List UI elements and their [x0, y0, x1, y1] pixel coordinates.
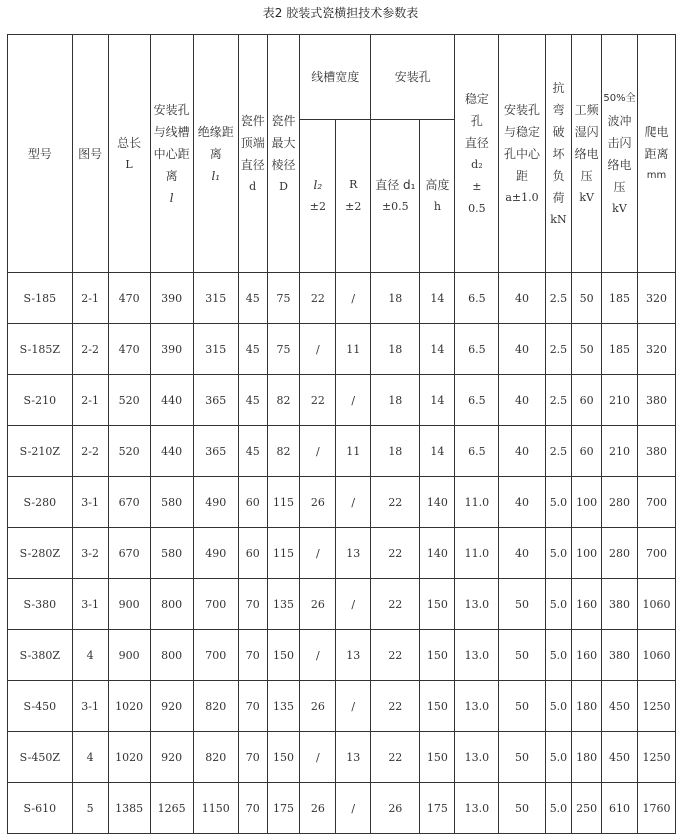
cell-top-diameter: 60 [238, 477, 267, 528]
cell-creepage: 380 [637, 426, 675, 477]
header-hole-height-line-1: 高度 [425, 178, 450, 192]
cell-length: 520 [108, 375, 150, 426]
header-stab-dist-line-1: 安装孔 [504, 102, 541, 117]
table-body [8, 273, 676, 834]
header-model: 型号 [8, 35, 73, 273]
cell-model: S-450Z [8, 732, 73, 783]
cell-length: 520 [108, 426, 150, 477]
cell-wet-flashover: 50 [572, 324, 602, 375]
cell-hole-diameter: 18 [371, 273, 420, 324]
cell-max-diameter: 82 [267, 375, 300, 426]
header-stab-hole-line-1: 稳定 [464, 91, 489, 106]
cell-stabilizing-distance: 40 [499, 273, 545, 324]
cell-hole-height: 14 [420, 426, 455, 477]
cell-groove-r: 13 [336, 732, 371, 783]
header-bend-line-3: 负荷 [552, 168, 565, 205]
cell-creepage: 1250 [637, 732, 675, 783]
header-insulation-distance [193, 35, 238, 273]
cell-groove-r: / [336, 579, 371, 630]
cell-length: 900 [108, 630, 150, 681]
cell-figure: 3-1 [72, 477, 108, 528]
cell-hole-diameter: 26 [371, 783, 420, 834]
cell-length: 900 [108, 579, 150, 630]
header-length [108, 35, 150, 273]
cell-impulse-flashover: 380 [602, 579, 638, 630]
cell-bending-load: 5.0 [545, 528, 572, 579]
header-stab-dist-line-5: a±1.0 [505, 190, 539, 204]
header-max-diameter-line-4: D [279, 179, 288, 193]
header-hole-groove-line-3: 中心距 [153, 146, 190, 161]
cell-hole-diameter: 22 [371, 681, 420, 732]
cell-hole-diameter: 22 [371, 477, 420, 528]
cell-max-diameter: 150 [267, 732, 300, 783]
cell-hole-height: 14 [420, 375, 455, 426]
header-hole-height-line-2: h [433, 200, 441, 213]
header-impulse-line-2: 波冲 [607, 113, 632, 128]
cell-groove-r: / [336, 477, 371, 528]
cell-hole-groove-distance: 800 [150, 630, 193, 681]
cell-hole-groove-distance: 390 [150, 324, 193, 375]
cell-creepage: 1060 [637, 630, 675, 681]
cell-figure: 5 [72, 783, 108, 834]
cell-insulation-distance: 365 [193, 375, 238, 426]
cell-hole-height: 150 [420, 579, 455, 630]
cell-insulation-distance: 820 [193, 732, 238, 783]
cell-wet-flashover: 160 [572, 630, 602, 681]
header-length-line-1: 总长 [117, 135, 142, 150]
cell-bending-load: 5.0 [545, 681, 572, 732]
header-impulse-flashover [602, 35, 638, 273]
cell-groove-l2: 26 [300, 783, 336, 834]
cell-wet-flashover: 60 [572, 426, 602, 477]
header-creepage-line-1: 爬电 [644, 124, 669, 139]
cell-hole-diameter: 18 [371, 324, 420, 375]
cell-creepage: 1760 [637, 783, 675, 834]
cell-bending-load: 2.5 [545, 426, 572, 477]
cell-hole-height: 150 [420, 630, 455, 681]
cell-wet-flashover: 180 [572, 732, 602, 783]
cell-model: S-210 [8, 375, 73, 426]
header-groove-r [336, 120, 371, 273]
cell-figure: 2-1 [72, 375, 108, 426]
cell-hole-diameter: 18 [371, 426, 420, 477]
cell-creepage: 320 [637, 324, 675, 375]
cell-groove-r: / [336, 273, 371, 324]
header-hole-groove-line-1: 安装孔 [153, 102, 190, 117]
cell-length: 470 [108, 273, 150, 324]
cell-max-diameter: 135 [267, 579, 300, 630]
cell-figure: 4 [72, 630, 108, 681]
cell-hole-groove-distance: 390 [150, 273, 193, 324]
header-length-line-2: L [125, 157, 133, 171]
cell-stabilizing-hole: 11.0 [455, 528, 499, 579]
cell-hole-diameter: 22 [371, 630, 420, 681]
cell-max-diameter: 115 [267, 477, 300, 528]
cell-hole-groove-distance: 580 [150, 477, 193, 528]
cell-creepage: 1060 [637, 579, 675, 630]
cell-bending-load: 2.5 [545, 375, 572, 426]
table-row [8, 273, 676, 324]
header-impulse-line-4: 络电 [607, 157, 632, 172]
cell-impulse-flashover: 610 [602, 783, 638, 834]
cell-groove-r: / [336, 375, 371, 426]
cell-impulse-flashover: 185 [602, 324, 638, 375]
header-creepage [637, 35, 675, 273]
table-caption: 表2 胶装式瓷横担技术参数表 [262, 6, 419, 20]
cell-groove-l2: / [300, 426, 336, 477]
cell-max-diameter: 75 [267, 273, 300, 324]
cell-insulation-distance: 1150 [193, 783, 238, 834]
cell-insulation-distance: 365 [193, 426, 238, 477]
cell-stabilizing-distance: 40 [499, 426, 545, 477]
cell-groove-r: 13 [336, 630, 371, 681]
cell-stabilizing-hole: 6.5 [455, 426, 499, 477]
cell-figure: 2-2 [72, 324, 108, 375]
cell-groove-r: 11 [336, 426, 371, 477]
cell-stabilizing-distance: 50 [499, 579, 545, 630]
cell-stabilizing-hole: 13.0 [455, 579, 499, 630]
header-wet-line-3: 络电 [574, 146, 599, 161]
table-row [8, 681, 676, 732]
cell-max-diameter: 150 [267, 630, 300, 681]
table-row [8, 579, 676, 630]
header-stab-hole-line-6: 0.5 [468, 201, 486, 215]
table-row [8, 477, 676, 528]
cell-insulation-distance: 700 [193, 579, 238, 630]
cell-creepage: 320 [637, 273, 675, 324]
header-wet-line-1: 工频 [574, 102, 599, 117]
cell-groove-r: / [336, 783, 371, 834]
cell-bending-load: 2.5 [545, 324, 572, 375]
header-impulse-line-6: kV [612, 201, 627, 215]
cell-creepage: 700 [637, 528, 675, 579]
cell-model: S-185 [8, 273, 73, 324]
header-stab-dist-line-4: 距 [516, 168, 529, 183]
cell-wet-flashover: 180 [572, 681, 602, 732]
cell-stabilizing-distance: 40 [499, 375, 545, 426]
header-stabilizing-distance [499, 35, 545, 273]
header-bend-line-4: kN [550, 212, 567, 226]
cell-bending-load: 5.0 [545, 732, 572, 783]
cell-hole-height: 14 [420, 273, 455, 324]
cell-hole-diameter: 22 [371, 579, 420, 630]
cell-bending-load: 2.5 [545, 273, 572, 324]
cell-top-diameter: 70 [238, 630, 267, 681]
cell-groove-l2: / [300, 630, 336, 681]
header-max-diameter-line-1: 瓷件 [271, 113, 296, 128]
cell-groove-l2: 26 [300, 477, 336, 528]
table-row [8, 630, 676, 681]
cell-stabilizing-hole: 13.0 [455, 783, 499, 834]
table-row [8, 783, 676, 834]
header-hole-groove-line-2: 与线槽 [153, 124, 190, 139]
cell-figure: 3-1 [72, 681, 108, 732]
cell-hole-height: 150 [420, 732, 455, 783]
header-hole-groove-line-5: l [169, 190, 174, 205]
cell-top-diameter: 45 [238, 426, 267, 477]
header-wet-line-4: 压 [580, 168, 593, 183]
cell-stabilizing-hole: 11.0 [455, 477, 499, 528]
header-wet-flashover [572, 35, 602, 273]
cell-top-diameter: 70 [238, 783, 267, 834]
header-max-diameter [267, 35, 300, 273]
header-stab-hole-line-4: d₂ [471, 157, 483, 171]
cell-length: 1385 [108, 783, 150, 834]
cell-impulse-flashover: 450 [602, 732, 638, 783]
cell-model: S-185Z [8, 324, 73, 375]
cell-length: 670 [108, 528, 150, 579]
header-groove-r-line-1: R [349, 178, 358, 191]
cell-length: 1020 [108, 681, 150, 732]
cell-creepage: 1250 [637, 681, 675, 732]
header-top-diameter-line-4: d [249, 179, 257, 193]
header-creepage-line-2: 距离 [644, 146, 669, 161]
header-stab-dist-line-3: 孔中心 [504, 146, 541, 161]
cell-impulse-flashover: 210 [602, 375, 638, 426]
header-groove-r-line-2: ±2 [345, 200, 362, 213]
header-top-diameter [238, 35, 267, 273]
cell-figure: 3-1 [72, 579, 108, 630]
cell-figure: 2-1 [72, 273, 108, 324]
cell-max-diameter: 75 [267, 324, 300, 375]
cell-model: S-380Z [8, 630, 73, 681]
header-mounting-hole: 安装孔 [371, 35, 455, 120]
cell-groove-l2: / [300, 528, 336, 579]
cell-max-diameter: 82 [267, 426, 300, 477]
cell-creepage: 700 [637, 477, 675, 528]
table-row [8, 732, 676, 783]
header-hole-groove-distance [150, 35, 193, 273]
cell-stabilizing-distance: 50 [499, 681, 545, 732]
header-max-diameter-line-3: 棱径 [271, 157, 296, 172]
cell-impulse-flashover: 450 [602, 681, 638, 732]
table-row [8, 324, 676, 375]
cell-groove-l2: 26 [300, 681, 336, 732]
cell-hole-groove-distance: 1265 [150, 783, 193, 834]
header-insulation-line-1: 绝缘距 [197, 124, 234, 139]
header-wet-line-5: kV [579, 190, 594, 204]
header-stab-hole-line-3: 直径 [464, 135, 489, 150]
cell-bending-load: 5.0 [545, 783, 572, 834]
header-stab-hole-line-5: ± [472, 179, 482, 193]
cell-length: 470 [108, 324, 150, 375]
cell-top-diameter: 45 [238, 324, 267, 375]
header-hole-diameter-line-1: 直径 d₁ [375, 178, 416, 192]
table-row [8, 528, 676, 579]
cell-impulse-flashover: 210 [602, 426, 638, 477]
cell-stabilizing-distance: 40 [499, 324, 545, 375]
cell-hole-height: 175 [420, 783, 455, 834]
cell-hole-height: 14 [420, 324, 455, 375]
header-insulation-line-3: l₁ [211, 168, 221, 183]
cell-figure: 4 [72, 732, 108, 783]
cell-stabilizing-distance: 40 [499, 528, 545, 579]
cell-groove-l2: 26 [300, 579, 336, 630]
cell-insulation-distance: 315 [193, 273, 238, 324]
table-row [8, 426, 676, 477]
cell-impulse-flashover: 185 [602, 273, 638, 324]
cell-top-diameter: 45 [238, 273, 267, 324]
header-wet-line-2: 湿闪 [574, 124, 599, 139]
cell-bending-load: 5.0 [545, 477, 572, 528]
header-top-diameter-line-2: 顶端 [240, 135, 265, 150]
header-bend-line-1: 抗弯 [552, 80, 565, 117]
cell-max-diameter: 135 [267, 681, 300, 732]
header-groove-l2 [300, 120, 336, 273]
cell-wet-flashover: 60 [572, 375, 602, 426]
header-stabilizing-hole [455, 35, 499, 273]
header-impulse-line-1: 50%全 [603, 92, 636, 104]
cell-stabilizing-hole: 13.0 [455, 732, 499, 783]
table-row [8, 375, 676, 426]
header-bending-load [545, 35, 572, 273]
cell-insulation-distance: 490 [193, 477, 238, 528]
header-hole-diameter [371, 120, 420, 273]
cell-stabilizing-hole: 6.5 [455, 324, 499, 375]
parameter-table [7, 34, 676, 834]
cell-groove-r: / [336, 681, 371, 732]
cell-model: S-280 [8, 477, 73, 528]
header-hole-height [420, 120, 455, 273]
header-creepage-line-3: mm [646, 169, 667, 181]
cell-wet-flashover: 100 [572, 528, 602, 579]
cell-impulse-flashover: 280 [602, 477, 638, 528]
cell-impulse-flashover: 280 [602, 528, 638, 579]
cell-figure: 3-2 [72, 528, 108, 579]
cell-model: S-380 [8, 579, 73, 630]
cell-hole-height: 140 [420, 528, 455, 579]
cell-max-diameter: 175 [267, 783, 300, 834]
cell-hole-groove-distance: 920 [150, 681, 193, 732]
cell-hole-height: 150 [420, 681, 455, 732]
cell-impulse-flashover: 380 [602, 630, 638, 681]
cell-insulation-distance: 700 [193, 630, 238, 681]
header-row-top [8, 35, 676, 120]
header-groove-l2-line-1: l₂ [313, 178, 323, 192]
cell-groove-l2: 22 [300, 273, 336, 324]
cell-top-diameter: 70 [238, 579, 267, 630]
cell-top-diameter: 70 [238, 681, 267, 732]
cell-stabilizing-hole: 6.5 [455, 375, 499, 426]
cell-hole-groove-distance: 580 [150, 528, 193, 579]
cell-insulation-distance: 820 [193, 681, 238, 732]
cell-model: S-210Z [8, 426, 73, 477]
cell-wet-flashover: 160 [572, 579, 602, 630]
header-groove-width: 线槽宽度 [300, 35, 371, 120]
cell-stabilizing-hole: 13.0 [455, 681, 499, 732]
cell-wet-flashover: 50 [572, 273, 602, 324]
cell-length: 1020 [108, 732, 150, 783]
cell-hole-height: 140 [420, 477, 455, 528]
cell-stabilizing-hole: 6.5 [455, 273, 499, 324]
header-bend-line-2: 破坏 [552, 124, 565, 161]
header-impulse-line-3: 击闪 [607, 135, 632, 150]
cell-stabilizing-distance: 50 [499, 783, 545, 834]
header-top-diameter-line-1: 瓷件 [240, 113, 265, 128]
cell-groove-l2: / [300, 732, 336, 783]
header-hole-diameter-line-2: ±0.5 [381, 200, 409, 213]
header-insulation-line-2: 离 [209, 146, 222, 161]
header-top-diameter-line-3: 直径 [240, 157, 265, 172]
cell-hole-diameter: 18 [371, 375, 420, 426]
cell-model: S-450 [8, 681, 73, 732]
cell-max-diameter: 115 [267, 528, 300, 579]
header-groove-l2-line-2: ±2 [309, 200, 326, 213]
cell-insulation-distance: 490 [193, 528, 238, 579]
header-stab-hole-line-2: 孔 [470, 113, 483, 128]
cell-top-diameter: 60 [238, 528, 267, 579]
cell-hole-groove-distance: 440 [150, 426, 193, 477]
cell-figure: 2-2 [72, 426, 108, 477]
cell-groove-r: 11 [336, 324, 371, 375]
cell-stabilizing-distance: 40 [499, 477, 545, 528]
cell-stabilizing-hole: 13.0 [455, 630, 499, 681]
cell-stabilizing-distance: 50 [499, 732, 545, 783]
cell-insulation-distance: 315 [193, 324, 238, 375]
header-stab-dist-line-2: 与稳定 [504, 124, 541, 139]
header-hole-groove-line-4: 离 [165, 168, 178, 183]
cell-wet-flashover: 100 [572, 477, 602, 528]
cell-bending-load: 5.0 [545, 630, 572, 681]
cell-length: 670 [108, 477, 150, 528]
header-impulse-line-5: 压 [613, 179, 626, 194]
cell-groove-r: 13 [336, 528, 371, 579]
cell-model: S-610 [8, 783, 73, 834]
cell-stabilizing-distance: 50 [499, 630, 545, 681]
cell-model: S-280Z [8, 528, 73, 579]
cell-hole-groove-distance: 920 [150, 732, 193, 783]
cell-hole-diameter: 22 [371, 528, 420, 579]
cell-hole-groove-distance: 440 [150, 375, 193, 426]
header-max-diameter-line-2: 最大 [271, 135, 296, 150]
cell-bending-load: 5.0 [545, 579, 572, 630]
cell-creepage: 380 [637, 375, 675, 426]
cell-groove-l2: 22 [300, 375, 336, 426]
cell-wet-flashover: 250 [572, 783, 602, 834]
cell-top-diameter: 45 [238, 375, 267, 426]
cell-hole-groove-distance: 800 [150, 579, 193, 630]
header-figure: 图号 [72, 35, 108, 273]
cell-groove-l2: / [300, 324, 336, 375]
cell-top-diameter: 70 [238, 732, 267, 783]
cell-hole-diameter: 22 [371, 732, 420, 783]
